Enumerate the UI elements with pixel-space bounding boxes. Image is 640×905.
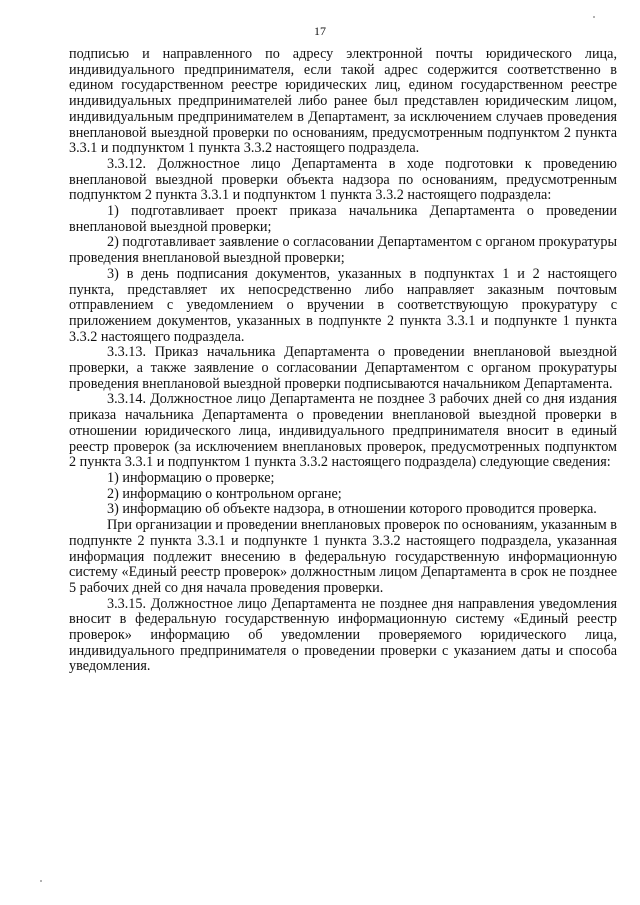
page-number: 17 bbox=[314, 24, 326, 38]
paragraph-continuation: подписью и направленного по адресу электронной почты юридического лица, индивидуального предпринимателя, если такой адрес содержится соответственно в едином государственном реестре юридических лиц, едином государственном реестре индивидуальных предпринимателей либо ранее был представлен юридическим лицом, индивидуальным предпринимателем в Департамент, за исключением случаев проведения внеплановой выездной проверки по основаниям, предусмотренным подпунктом 2 пункта 3.3.1 и подпунктом 1 пункта 3.3.2 настоящего подраздела. bbox=[69, 46, 617, 157]
list-item-inspection-info: 1) информацию о проверке; bbox=[107, 469, 275, 486]
list-item-authority-info: 2) информацию о контрольном органе; bbox=[107, 485, 342, 502]
list-item-prepare-order: 1) подготавливает проект приказа начальника Департамента о проведении внеплановой выездной проверки; bbox=[69, 203, 617, 235]
list-item-submit-documents: 3) в день подписания документов, указанных в подпунктах 1 и 2 настоящего пункта, представляет их непосредственно либо направляет заказным почтовым отправлением с уведомлением о вручении в соответствующую прокуратуру с приложением документов, указанных в подпункте 2 пункта 3.3.1 и подпункте 1 пункта 3.3.2 настоящего подраздела. bbox=[69, 265, 617, 345]
list-item-prepare-application: 2) подготавливает заявление о согласовании Департаментом с органом прокуратуры проведения внеплановой выездной проверки; bbox=[69, 234, 617, 267]
paragraph-3-3-12: 3.3.12. Должностное лицо Департамента в ходе подготовки к проведению внеплановой выездной проверки объекта надзора по основаниям, предусмотренным подпунктом 2 пункта 3.3.1 и подпунктом 1 пункта 3.3.2 настоящего подраздела: bbox=[69, 155, 617, 204]
paragraph-3-3-13: 3.3.13. Приказ начальника Департамента о проведении внеплановой выездной проверки, а также заявление о согласовании Департаментом с органом прокуратуры проведения внеплановой выездной проверки подписываются начальником Департамента. bbox=[69, 344, 617, 392]
paragraph-3-3-15: 3.3.15. Должностное лицо Департамента не позднее дня направления уведомления вносит в федеральную государственную информационную систему «Единый реестр проверок» информацию об уведомлении проверяемого юридического лица, индивидуального предпринимателя о проведении проверки с указанием даты и способа уведомления. bbox=[69, 595, 617, 675]
paragraph-3-3-14: 3.3.14. Должностное лицо Департамента не позднее 3 рабочих дней со дня издания приказа начальника Департамента о проведении внеплановой выездной проверки в отношении юридического лица, индивидуального предпринимателя вносит в единый реестр проверок (за исключением внеплановых проверок, предусмотренных подпунктом 2 пункта 3.3.1 и подпунктом 1 пункта 3.3.2 настоящего подраздела) следующие сведения: bbox=[69, 391, 617, 471]
list-item-object-info: 3) информацию об объекте надзора, в отношении которого проводится проверка. bbox=[107, 501, 597, 518]
scan-speck bbox=[40, 880, 42, 882]
paragraph-unscheduled-inspections: При организации и проведении внеплановых проверок по основаниям, указанным в подпункте 2 пункта 3.3.1 и подпункте 1 пункта 3.3.2 настоящего подраздела, указанная информация подлежит внесению в федеральную государственную информационную систему «Единый реестр проверок» должностным лицом Департамента в срок не позднее 5 рабочих дней со дня начала проведения проверки. bbox=[69, 517, 617, 596]
document-body bbox=[69, 47, 617, 675]
scan-speck bbox=[593, 16, 595, 18]
